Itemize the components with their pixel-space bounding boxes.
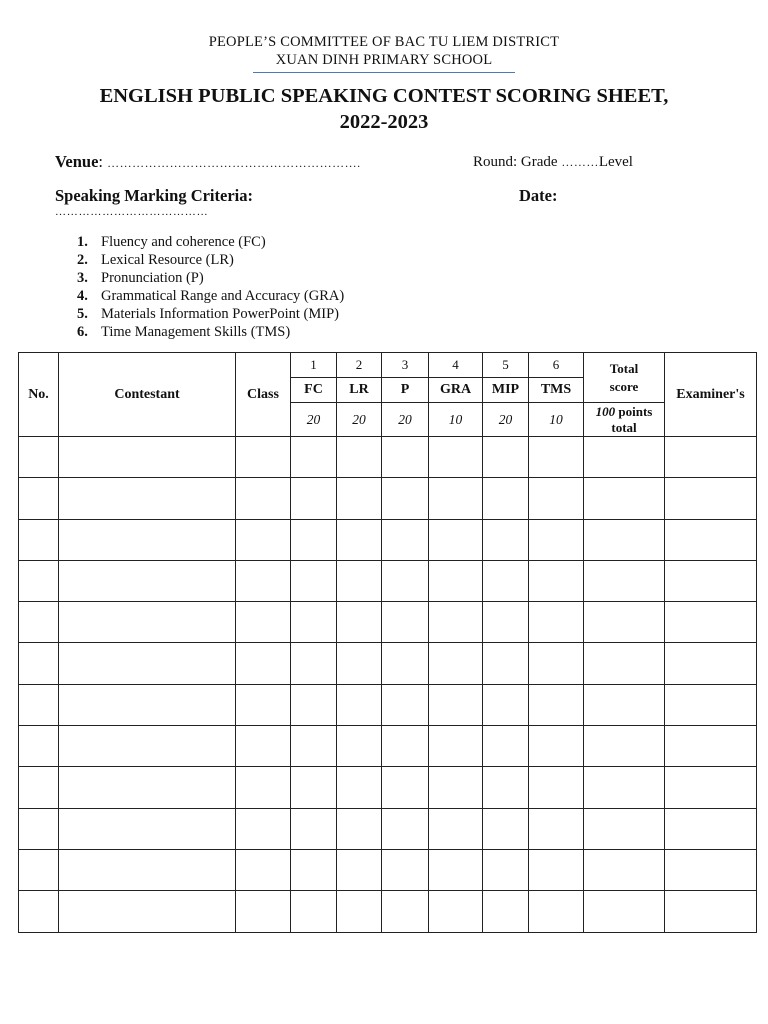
fc-score-cell[interactable]: [291, 602, 337, 643]
mip-score-cell[interactable]: [483, 437, 529, 478]
examiner-cell[interactable]: [665, 808, 757, 849]
criteria-text: Materials Information PowerPoint (MIP): [101, 306, 340, 322]
criteria-heading: Speaking Marking Criteria:: [55, 186, 253, 205]
lr-score-cell[interactable]: [337, 684, 382, 725]
fc-score-cell[interactable]: [291, 643, 337, 684]
no-cell[interactable]: [19, 602, 59, 643]
tms-score-cell[interactable]: [529, 519, 584, 560]
tms-score-cell[interactable]: [529, 602, 584, 643]
header-total-score: [584, 353, 665, 403]
fc-score-cell[interactable]: [291, 684, 337, 725]
date-label: Date:: [519, 186, 558, 205]
criteria-text: Time Management Skills (TMS): [101, 324, 291, 340]
tms-score-cell[interactable]: [529, 808, 584, 849]
p-score-cell[interactable]: [382, 437, 429, 478]
total-score-cell[interactable]: [584, 726, 665, 767]
tms-score-cell[interactable]: [529, 643, 584, 684]
lr-score-cell[interactable]: [337, 891, 382, 932]
criteria-number: 3.: [77, 270, 88, 286]
mip-score-cell[interactable]: [483, 767, 529, 808]
gra-score-cell[interactable]: [429, 891, 483, 932]
examiner-cell[interactable]: [665, 849, 757, 890]
mip-score-cell[interactable]: [483, 808, 529, 849]
contestant-cell[interactable]: [59, 684, 236, 725]
total-score-cell[interactable]: [584, 891, 665, 932]
mip-score-cell[interactable]: [483, 726, 529, 767]
criteria-column-abbr: LR: [337, 378, 382, 403]
p-score-cell[interactable]: [382, 891, 429, 932]
school-name: XUAN DINH PRIMARY SCHOOL: [275, 52, 493, 68]
header-no: No.: [19, 353, 59, 437]
class-cell[interactable]: [236, 726, 291, 767]
p-score-cell[interactable]: [382, 643, 429, 684]
lr-score-cell[interactable]: [337, 808, 382, 849]
table-row: [19, 519, 757, 560]
lr-score-cell[interactable]: [337, 560, 382, 601]
round-field: [473, 154, 633, 171]
criteria-column-max-points: 20: [483, 403, 529, 437]
total-score-cell[interactable]: [584, 437, 665, 478]
class-cell[interactable]: [236, 767, 291, 808]
total-score-cell[interactable]: [584, 808, 665, 849]
criteria-column-abbr: P: [382, 378, 429, 403]
criteria-column-max-points: 10: [529, 403, 584, 437]
contestant-cell[interactable]: [59, 643, 236, 684]
total-score-cell[interactable]: [584, 478, 665, 519]
fc-score-cell[interactable]: [291, 767, 337, 808]
criteria-column-max-points: 20: [291, 403, 337, 437]
criteria-number: 4.: [77, 288, 88, 304]
no-cell[interactable]: [19, 767, 59, 808]
gra-score-cell[interactable]: [429, 849, 483, 890]
gra-score-cell[interactable]: [429, 602, 483, 643]
gra-score-cell[interactable]: [429, 767, 483, 808]
contestant-cell[interactable]: [59, 560, 236, 601]
p-score-cell[interactable]: [382, 560, 429, 601]
header-examiner: Examiner's: [665, 353, 757, 437]
table-row: [19, 602, 757, 643]
mip-score-cell[interactable]: [483, 849, 529, 890]
examiner-cell[interactable]: [665, 560, 757, 601]
criteria-number: 2.: [77, 252, 88, 268]
fc-score-cell[interactable]: [291, 726, 337, 767]
gra-score-cell[interactable]: [429, 478, 483, 519]
class-cell[interactable]: [236, 437, 291, 478]
no-cell[interactable]: [19, 437, 59, 478]
lr-score-cell[interactable]: [337, 602, 382, 643]
class-cell[interactable]: [236, 643, 291, 684]
total-score-cell[interactable]: [584, 643, 665, 684]
tms-score-cell[interactable]: [529, 891, 584, 932]
lr-score-cell[interactable]: [337, 437, 382, 478]
criteria-number: 6.: [77, 324, 88, 340]
contestant-cell[interactable]: [59, 891, 236, 932]
lr-score-cell[interactable]: [337, 643, 382, 684]
no-cell[interactable]: [19, 560, 59, 601]
round-grade-blank[interactable]: ………: [561, 155, 599, 169]
table-row: [19, 767, 757, 808]
mip-score-cell[interactable]: [483, 684, 529, 725]
criteria-item: [77, 323, 344, 341]
total-score-cell[interactable]: [584, 560, 665, 601]
total-max-points: [584, 403, 665, 437]
criteria-item: [77, 305, 344, 323]
header-class: Class: [236, 353, 291, 437]
criteria-item: [77, 287, 344, 305]
criteria-column-index: 2: [337, 353, 382, 378]
no-cell[interactable]: [19, 478, 59, 519]
venue-label: Venue: [55, 152, 99, 171]
gra-score-cell[interactable]: [429, 519, 483, 560]
total-score-cell[interactable]: [584, 519, 665, 560]
no-cell[interactable]: [19, 849, 59, 890]
criteria-column-abbr: GRA: [429, 378, 483, 403]
contestant-cell[interactable]: [59, 808, 236, 849]
table-row: [19, 726, 757, 767]
criteria-item: [77, 233, 344, 251]
contestant-cell[interactable]: [59, 437, 236, 478]
contestant-cell[interactable]: [59, 767, 236, 808]
fc-score-cell[interactable]: [291, 849, 337, 890]
gra-score-cell[interactable]: [429, 437, 483, 478]
examiner-cell[interactable]: [665, 478, 757, 519]
mip-score-cell[interactable]: [483, 519, 529, 560]
class-cell[interactable]: [236, 519, 291, 560]
table-row: [19, 560, 757, 601]
table-row: [19, 684, 757, 725]
no-cell[interactable]: [19, 684, 59, 725]
total-score-cell[interactable]: [584, 684, 665, 725]
no-cell[interactable]: [19, 891, 59, 932]
criteria-column-index: 4: [429, 353, 483, 378]
lr-score-cell[interactable]: [337, 767, 382, 808]
examiner-cell[interactable]: [665, 767, 757, 808]
mip-score-cell[interactable]: [483, 602, 529, 643]
gra-score-cell[interactable]: [429, 726, 483, 767]
p-score-cell[interactable]: [382, 808, 429, 849]
p-score-cell[interactable]: [382, 478, 429, 519]
criteria-column-index: 6: [529, 353, 584, 378]
venue-field: [55, 152, 361, 172]
round-label: Round: Grade: [473, 154, 558, 170]
class-cell[interactable]: [236, 684, 291, 725]
tms-score-cell[interactable]: [529, 478, 584, 519]
class-cell[interactable]: [236, 849, 291, 890]
school-name-underline: [253, 72, 515, 73]
tms-score-cell[interactable]: [529, 767, 584, 808]
district-committee-heading: PEOPLE’S COMMITTEE OF BAC TU LIEM DISTRICT: [208, 34, 560, 50]
lr-score-cell[interactable]: [337, 849, 382, 890]
criteria-item: [77, 251, 344, 269]
criteria-column-max-points: 20: [337, 403, 382, 437]
mip-score-cell[interactable]: [483, 478, 529, 519]
criteria-text: Fluency and coherence (FC): [101, 234, 266, 250]
fc-score-cell[interactable]: [291, 437, 337, 478]
p-score-cell[interactable]: [382, 849, 429, 890]
contestant-cell[interactable]: [59, 478, 236, 519]
contestant-cell[interactable]: [59, 849, 236, 890]
tms-score-cell[interactable]: [529, 726, 584, 767]
table-row: [19, 808, 757, 849]
tms-score-cell[interactable]: [529, 437, 584, 478]
total-max-points-word: points: [618, 403, 653, 419]
sheet-title: ENGLISH PUBLIC SPEAKING CONTEST SCORING SHEET,: [99, 85, 669, 107]
contestant-cell[interactable]: [59, 726, 236, 767]
criteria-column-abbr: FC: [291, 378, 337, 403]
p-score-cell[interactable]: [382, 684, 429, 725]
p-score-cell[interactable]: [382, 767, 429, 808]
contestant-cell[interactable]: [59, 602, 236, 643]
gra-score-cell[interactable]: [429, 560, 483, 601]
gra-score-cell[interactable]: [429, 808, 483, 849]
class-cell[interactable]: [236, 602, 291, 643]
examiner-cell[interactable]: [665, 684, 757, 725]
gra-score-cell[interactable]: [429, 684, 483, 725]
tms-score-cell[interactable]: [529, 684, 584, 725]
criteria-column-max-points: 20: [382, 403, 429, 437]
class-cell[interactable]: [236, 891, 291, 932]
table-row: [19, 478, 757, 519]
total-max-total-word: total: [611, 419, 637, 435]
criteria-column-index: 3: [382, 353, 429, 378]
criteria-column-abbr: TMS: [529, 378, 584, 403]
examiner-cell[interactable]: [665, 519, 757, 560]
round-level-label: Level: [598, 154, 633, 170]
criteria-text: Lexical Resource (LR): [101, 252, 234, 268]
no-cell[interactable]: [19, 519, 59, 560]
table-row: [19, 437, 757, 478]
examiner-cell[interactable]: [665, 891, 757, 932]
p-score-cell[interactable]: [382, 519, 429, 560]
total-score-cell[interactable]: [584, 602, 665, 643]
scoring-table: [18, 352, 757, 933]
mip-score-cell[interactable]: [483, 560, 529, 601]
total-score-cell[interactable]: [584, 767, 665, 808]
fc-score-cell[interactable]: [291, 519, 337, 560]
p-score-cell[interactable]: [382, 602, 429, 643]
gra-score-cell[interactable]: [429, 643, 483, 684]
criteria-list: [77, 233, 344, 341]
p-score-cell[interactable]: [382, 726, 429, 767]
criteria-column-index: 1: [291, 353, 337, 378]
no-cell[interactable]: [19, 643, 59, 684]
no-cell[interactable]: [19, 726, 59, 767]
total-max-value: 100: [595, 403, 616, 419]
fc-score-cell[interactable]: [291, 891, 337, 932]
class-cell[interactable]: [236, 478, 291, 519]
date-blank[interactable]: …………………………………: [55, 206, 209, 218]
examiner-cell[interactable]: [665, 437, 757, 478]
mip-score-cell[interactable]: [483, 891, 529, 932]
lr-score-cell[interactable]: [337, 726, 382, 767]
criteria-column-max-points: 10: [429, 403, 483, 437]
table-row: [19, 643, 757, 684]
class-cell[interactable]: [236, 808, 291, 849]
header-contestant: Contestant: [59, 353, 236, 437]
sheet-year: 2022-2023: [339, 111, 429, 133]
table-row: [19, 849, 757, 890]
criteria-number: 5.: [77, 306, 88, 322]
venue-colon: :: [98, 152, 103, 171]
mip-score-cell[interactable]: [483, 643, 529, 684]
total-label-line1: Total: [609, 360, 639, 376]
lr-score-cell[interactable]: [337, 478, 382, 519]
table-row: [19, 891, 757, 932]
venue-blank[interactable]: …………………………………………………….: [107, 156, 361, 170]
criteria-item: [77, 269, 344, 287]
criteria-text: Pronunciation (P): [101, 270, 204, 286]
total-label-line2: score: [609, 378, 639, 394]
tms-score-cell[interactable]: [529, 849, 584, 890]
examiner-cell[interactable]: [665, 643, 757, 684]
tms-score-cell[interactable]: [529, 560, 584, 601]
examiner-cell[interactable]: [665, 602, 757, 643]
criteria-column-abbr: MIP: [483, 378, 529, 403]
examiner-cell[interactable]: [665, 726, 757, 767]
criteria-text: Grammatical Range and Accuracy (GRA): [101, 288, 345, 304]
lr-score-cell[interactable]: [337, 519, 382, 560]
contestant-cell[interactable]: [59, 519, 236, 560]
class-cell[interactable]: [236, 560, 291, 601]
no-cell[interactable]: [19, 808, 59, 849]
criteria-number: 1.: [77, 234, 88, 250]
criteria-column-index: 5: [483, 353, 529, 378]
total-score-cell[interactable]: [584, 849, 665, 890]
fc-score-cell[interactable]: [291, 478, 337, 519]
fc-score-cell[interactable]: [291, 560, 337, 601]
fc-score-cell[interactable]: [291, 808, 337, 849]
